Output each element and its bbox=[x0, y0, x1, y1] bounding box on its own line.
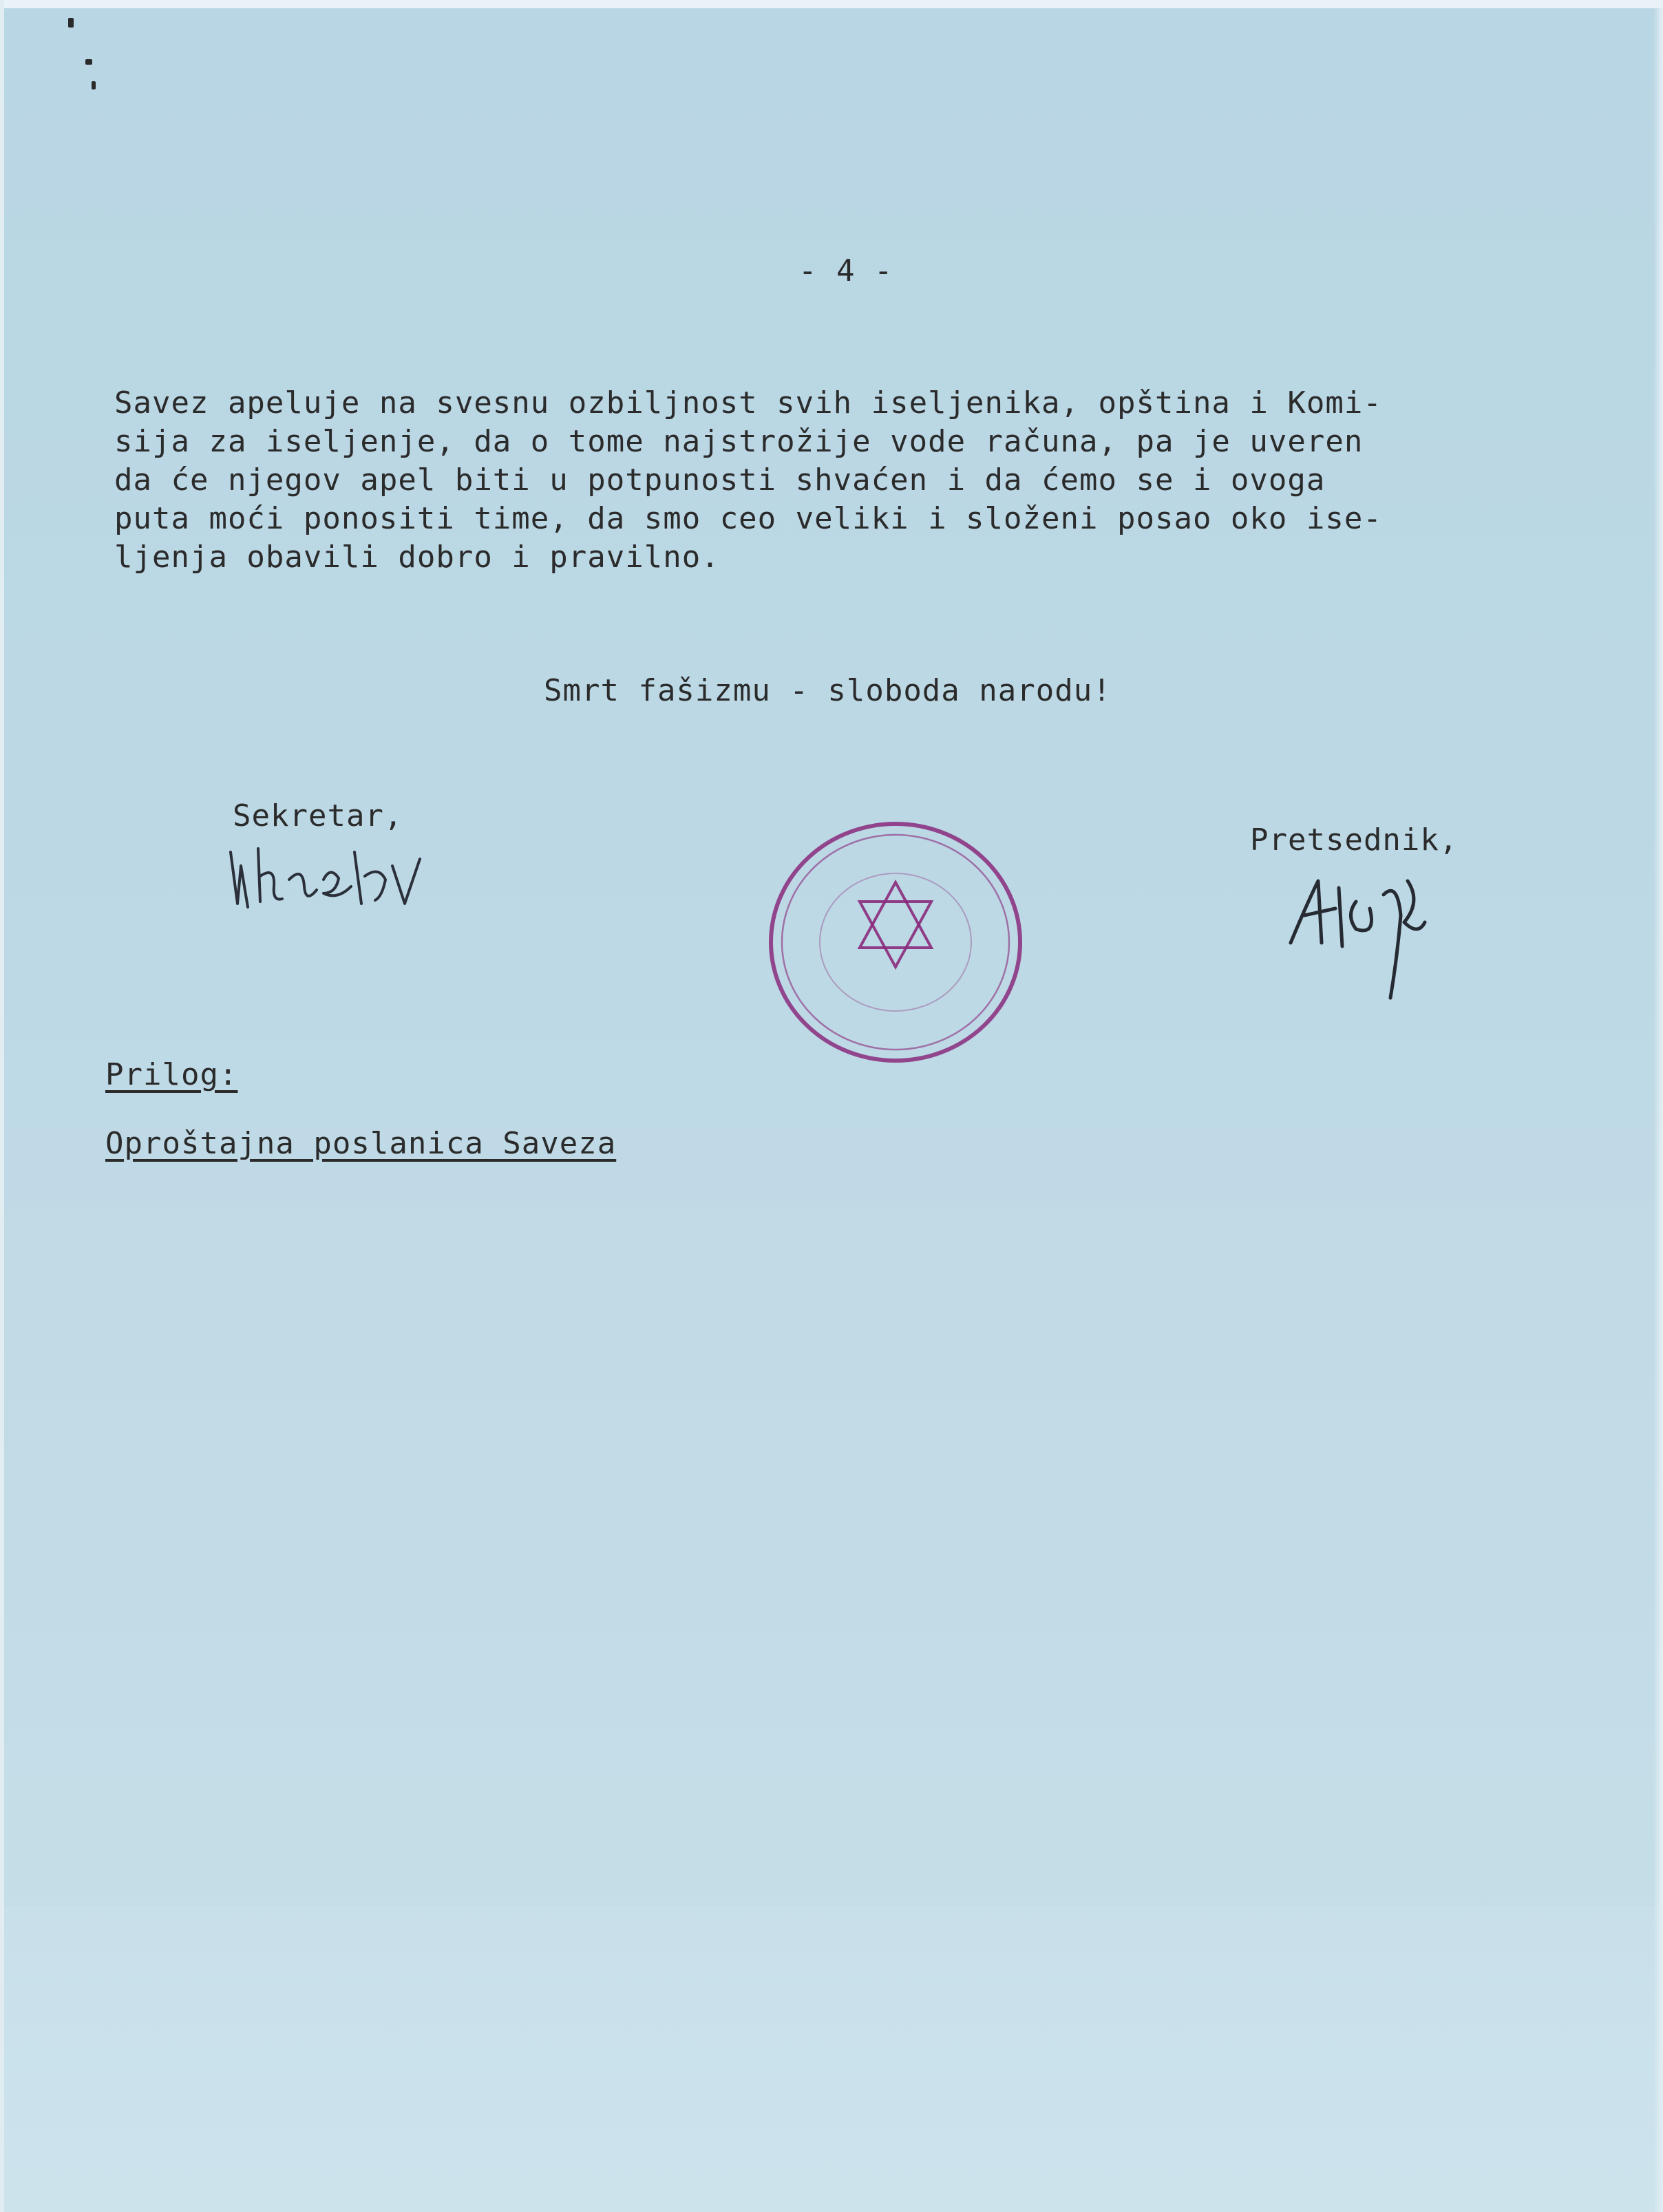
body-text-line: Savez apeluje na svesnu ozbiljnost svih iseljenika, opština i Komi- bbox=[114, 385, 1382, 421]
page-number: - 4 - bbox=[798, 253, 893, 288]
organization-seal bbox=[763, 817, 1028, 1068]
attachment-item: Oproštajna poslanica Saveza bbox=[105, 1126, 617, 1161]
scan-mark bbox=[68, 18, 74, 28]
closing-slogan: Smrt fašizmu - sloboda narodu! bbox=[544, 673, 1112, 708]
secretary-label: Sekretar, bbox=[233, 798, 403, 833]
body-text-line: puta moći ponositi time, da smo ceo veliki i složeni posao oko ise- bbox=[114, 501, 1382, 536]
scan-mark bbox=[92, 81, 96, 89]
scan-top-edge bbox=[0, 0, 1663, 8]
president-signature bbox=[1280, 860, 1445, 1012]
scan-mark bbox=[85, 59, 92, 65]
president-label: Pretsednik, bbox=[1250, 822, 1459, 858]
scan-right-edge bbox=[1653, 0, 1663, 2212]
scan-left-edge bbox=[0, 0, 4, 2212]
body-text-line: ljenja obavili dobro i pravilno. bbox=[114, 540, 720, 575]
body-text-line: sija za iseljenje, da o tome najstrožije vode računa, pa je uveren bbox=[114, 424, 1364, 459]
attachment-label: Prilog: bbox=[105, 1057, 238, 1092]
scan-lower-band bbox=[0, 1906, 1663, 2212]
secretary-signature bbox=[220, 838, 427, 914]
body-text-line: da će njegov apel biti u potpunosti shvaćen i da ćemo se i ovoga bbox=[114, 462, 1326, 498]
